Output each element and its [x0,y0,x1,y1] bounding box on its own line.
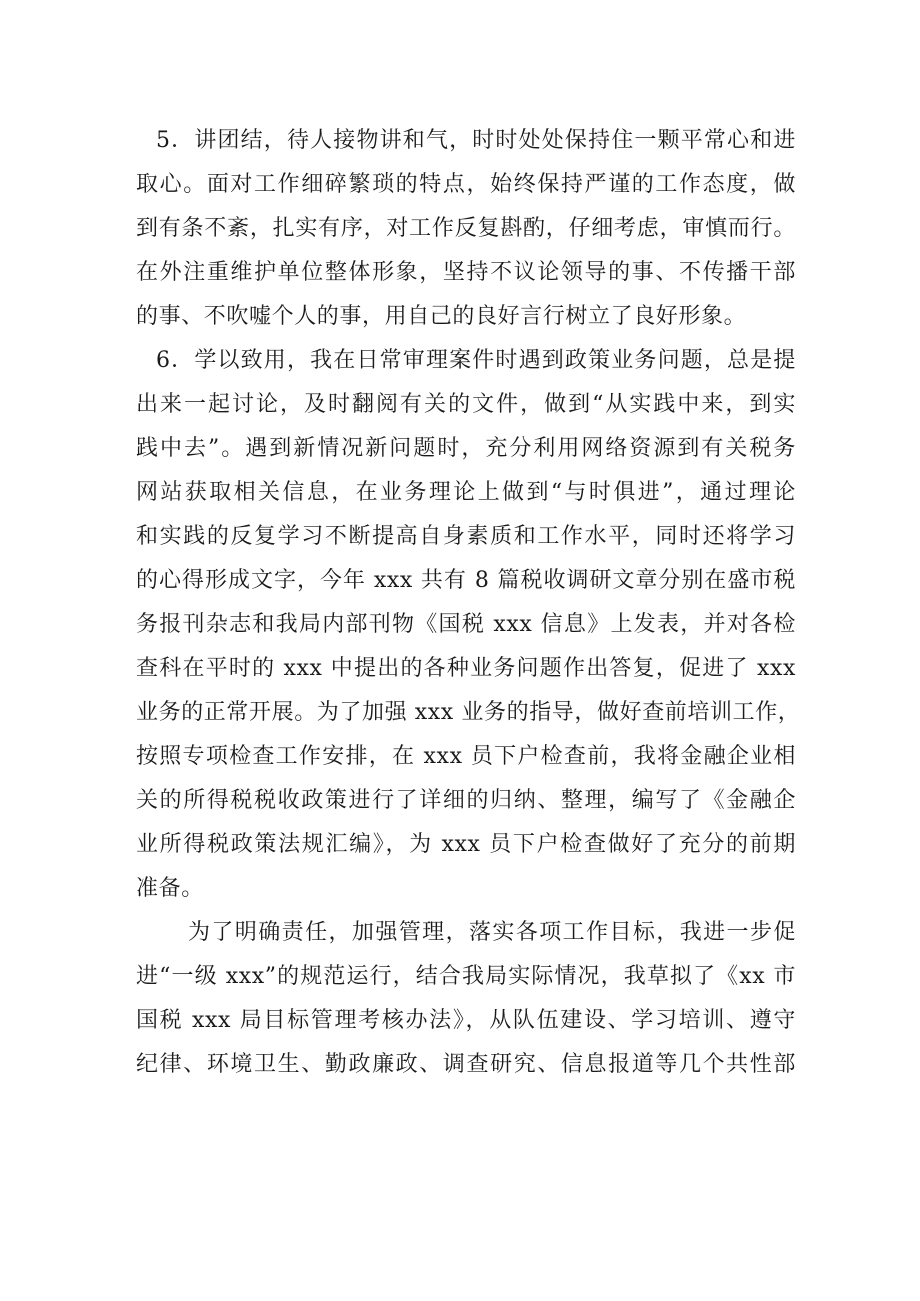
paragraph-6-line-7: 务报刊杂志和我局内部刊物《国税 xxx 信息》上发表，并对各检 [136,612,796,637]
paragraph-5-line-5: 的事、不吹嘘个人的事，用自己的良好言行树立了良好形象。 [136,304,747,329]
paragraph-6-line-12: 业所得税政策法规汇编》，为 xxx 员下户检查做好了充分的前期 [136,832,796,857]
paragraph-7-line-1: 为了明确责任，加强管理，落实各项工作目标，我进一步促 [188,920,796,945]
paragraph-6-line-6: 的心得形成文字，今年 xxx 共有 8 篇税收调研文章分别在盛市税 [136,568,796,593]
paragraph-5-line-3: 到有条不紊，扎实有序，对工作反复斟酌，仔细考虑，审慎而行。 [136,216,796,241]
paragraph-6-line-2: 出来一起讨论，及时翻阅有关的文件，做到“从实践中来，到实 [136,392,796,417]
paragraph-6-line-13: 准备。 [136,876,204,901]
paragraph-7-line-2: 进“一级 xxx”的规范运行，结合我局实际情况，我草拟了《xx 市 [136,964,796,989]
paragraph-6-line-8: 查科在平时的 xxx 中提出的各种业务问题作出答复，促进了 xxx [136,656,796,681]
paragraph-6-line-1: 6．学以致用，我在日常审理案件时遇到政策业务问题，总是提 [156,348,796,373]
paragraph-7-line-4: 纪律、环境卫生、勤政廉政、调查研究、信息报道等几个共性部 [136,1052,796,1077]
paragraph-5-line-2: 取心。面对工作细碎繁琐的特点，始终保持严谨的工作态度，做 [136,172,796,197]
paragraph-6-line-11: 关的所得税税收政策进行了详细的归纳、整理，编写了《金融企 [136,788,796,813]
paragraph-6-line-3: 践中去”。遇到新情况新问题时，充分利用网络资源到有关税务 [136,436,796,461]
paragraph-6-line-10: 按照专项检查工作安排，在 xxx 员下户检查前，我将金融企业相 [136,744,796,769]
paragraph-7-line-3: 国税 xxx 局目标管理考核办法》，从队伍建设、学习培训、遵守 [136,1008,796,1033]
paragraph-5-line-1: 5．讲团结，待人接物讲和气，时时处处保持住一颗平常心和进 [156,128,796,153]
paragraph-6-line-9: 业务的正常开展。为了加强 xxx 业务的指导，做好查前培训工作， [136,700,801,725]
paragraph-5-line-4: 在外注重维护单位整体形象，坚持不议论领导的事、不传播干部 [136,260,796,285]
paragraph-6-line-4: 网站获取相关信息，在业务理论上做到“与时俱进”，通过理论 [136,480,796,505]
paragraph-6-line-5: 和实践的反复学习不断提高自身素质和工作水平，同时还将学习 [136,524,796,549]
